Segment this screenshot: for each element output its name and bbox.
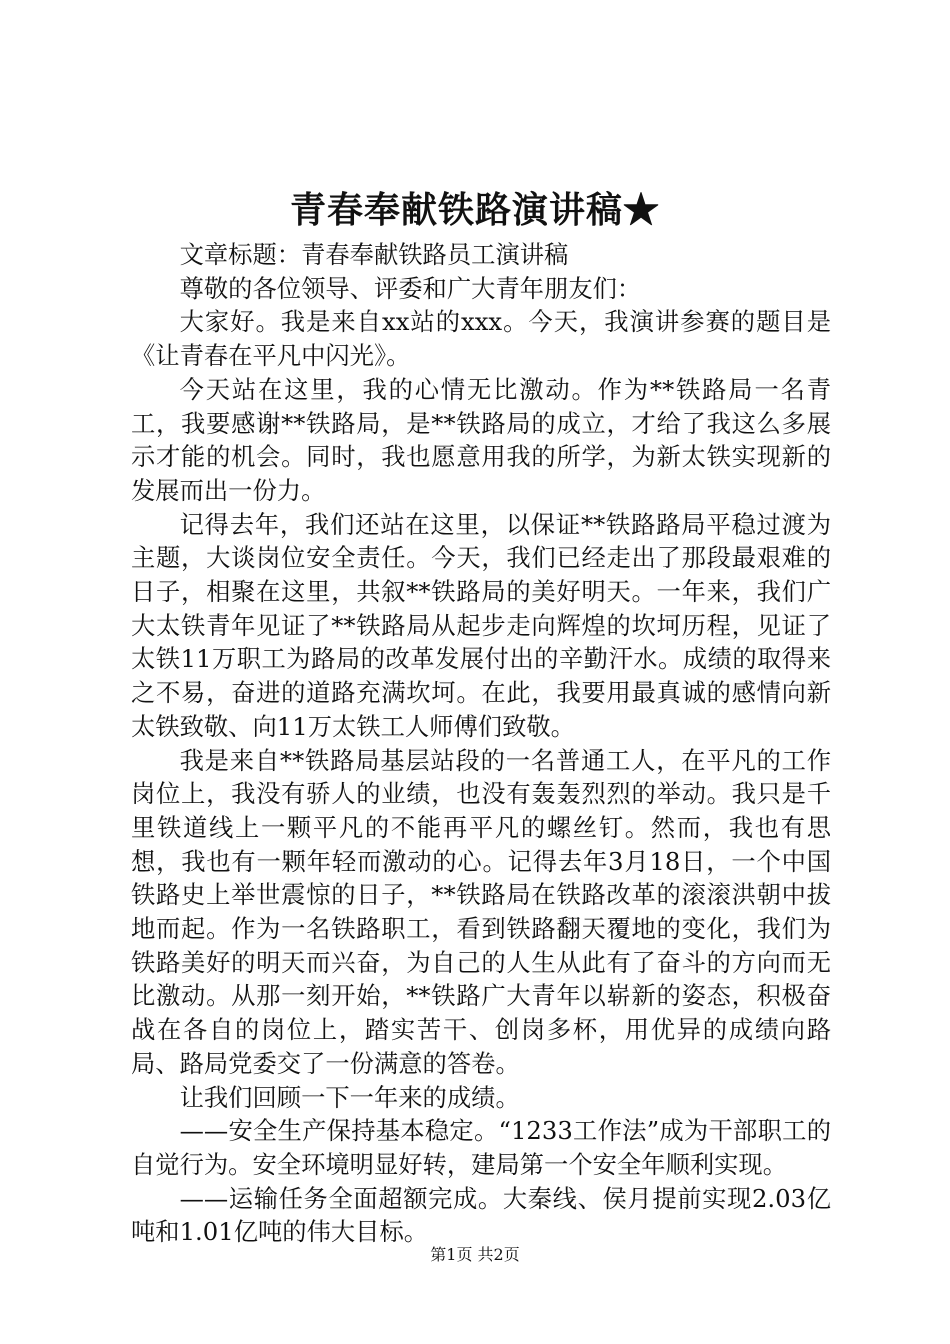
paragraph-last-year: 记得去年，我们还站在这里，以保证**铁路路局平稳过渡为主题，大谈岗位安全责任。今天，我们已经走出了那段最艰难的日子，相聚在这里，共叙**铁路局的美好明天。一年来，我们广大太铁青年见证了**铁路局从起步走向辉煌的坎坷历程，见证了太铁11万职工为路局的改革发展付出的辛勤汗水。成绩的取得来之不易，奋进的道路充满坎坷。在此，我要用最真诚的感情向新太铁致敬、向11万太铁工人师傅们致敬。 bbox=[131, 509, 831, 741]
paragraph-transport: ——运输任务全面超额完成。大秦线、侯月提前实现2.03亿吨和1.01亿吨的伟大目标。 bbox=[131, 1183, 831, 1247]
salutation: 尊敬的各位领导、评委和广大青年朋友们： bbox=[179, 273, 642, 303]
paragraph-worker: 我是来自**铁路局基层站段的一名普通工人，在平凡的工作岗位上，我没有骄人的业绩，也没有轰轰烈烈的举动。我只是千里铁道线上一颗平凡的不能再平凡的螺丝钉。然而，我也有思想，我也有一颗年轻而激动的心。记得去年3月18日，一个中国铁路史上举世震惊的日子，**铁路局在铁路改革的滚滚洪朝中拔地而起。作为一名铁路职工，看到铁路翻天覆地的变化，我们为铁路美好的明天而兴奋，为自己的人生从此有了奋斗的方向而无比激动。从那一刻开始，**铁路广大青年以崭新的姿态，积极奋战在各自的岗位上，踏实苦干、创岗多杯，用优异的成绩向路局、路局党委交了一份满意的答卷。 bbox=[131, 745, 831, 1078]
article-heading-line: 文章标题：青春奉献铁路员工演讲稿 bbox=[179, 240, 569, 269]
paragraph-gratitude: 今天站在这里，我的心情无比激动。作为**铁路局一名青工，我要感谢**铁路局，是**铁路局的成立，才给了我这么多展示才能的机会。同时，我也愿意用我的所学，为新太铁实现新的发展而出一份力。 bbox=[131, 374, 831, 505]
document-body bbox=[131, 238, 831, 1249]
paragraph-review: 让我们回顾一下一年来的成绩。 bbox=[179, 1082, 520, 1112]
document-title: 青春奉献铁路演讲稿★ bbox=[289, 189, 660, 231]
paragraph-intro: 大家好。我是来自xx站的xxx。今天，我演讲参赛的题目是《让青春在平凡中闪光》。 bbox=[131, 307, 831, 371]
page-footer: 第1页 共2页 bbox=[430, 1245, 520, 1264]
paragraph-safety: ——安全生产保持基本稳定。“1233工作法”成为干部职工的自觉行为。安全环境明显好转，建局第一个安全年顺利实现。 bbox=[131, 1116, 831, 1179]
